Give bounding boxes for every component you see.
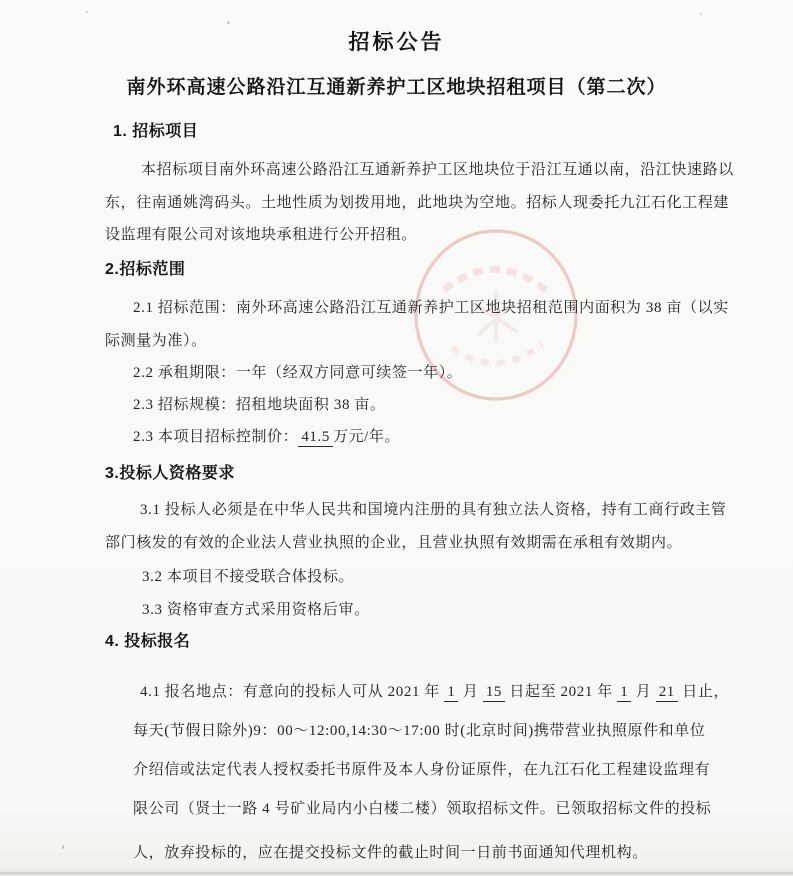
text-segment: 日起至 2021 年 — [509, 684, 613, 700]
text-line: 际测量为准）。 — [105, 333, 207, 349]
text-line: 东，往南通姚湾码头。土地性质为划拨用地，此地块为空地。招标人现委托九江石化工程建 — [105, 195, 730, 211]
text-line: 每天(节假日除外)9：00～12:00,14:30～17:00 时(北京时间)携带营业执照原件和单位 — [133, 723, 706, 739]
underlined-value: 21 — [656, 684, 678, 702]
text-line: 2.2 承租期限：一年（经双方同意可续签一年）。 — [133, 365, 463, 381]
underlined-value: 1 — [617, 684, 631, 702]
text-line: 人，放弃投标的，应在提交投标文件的截止时间一日前书面通知代理机构。 — [133, 845, 648, 861]
text-line: 限公司（贤士一路 4 号矿业局内小白楼二楼）领取招标文件。已领取招标文件的投标 — [133, 801, 712, 817]
scan-artifact — [227, 21, 230, 24]
text-segment: 万元/年。 — [332, 429, 401, 445]
text-line: 介绍信或法定代表人授权委托书原件及本人身份证原件，在九江石化工程建设监理有 — [133, 762, 711, 778]
document-title: 招标公告 — [348, 30, 445, 54]
text-line: 2.1 招标范围：南外环高速公路沿江互通新养护工区地块招租范围内面积为 38 亩（以实 — [133, 300, 729, 316]
text-segment: 日止， — [682, 684, 730, 700]
text-segment: 2.3 本项目招标控制价： — [133, 429, 299, 445]
text-line-control-price — [133, 425, 400, 446]
section-4-heading: 4. 投标报名 — [105, 633, 191, 650]
section-2-heading: 2.招标范围 — [105, 261, 186, 278]
text-line: 3.2 本项目不接受联合体投标。 — [142, 569, 355, 585]
text-line: 3.1 投标人必须是在中华人民共和国境内注册的具有独立法人资格，持有工商行政主管 — [140, 502, 727, 518]
section-1-heading: 1. 招标项目 — [113, 123, 199, 140]
text-line: 3.3 资格审查方式采用资格后审。 — [142, 602, 370, 618]
underlined-value: 41.5 — [298, 429, 333, 447]
section-3-heading: 3.投标人资格要求 — [105, 465, 235, 482]
text-segment: 月 — [462, 684, 479, 700]
text-line: 本招标项目南外环高速公路沿江互通新养护工区地块位于沿江互通以南，沿江快速路以 — [141, 162, 734, 178]
text-segment: 4.1 报名地点：有意向的投标人可从 2021 年 — [140, 684, 441, 700]
scan-artifact — [700, 13, 702, 15]
text-line: 2.3 招标规模：招租地块面积 38 亩。 — [133, 397, 386, 413]
text-line: 部门核发的有效的企业法人营业执照的企业，且营业执照有效期需在承租有效期内。 — [105, 535, 683, 551]
underlined-value: 15 — [483, 684, 505, 702]
document-subtitle: 南外环高速公路沿江互通新养护工区地块招租项目（第二次） — [126, 77, 667, 98]
underlined-value: 1 — [444, 684, 458, 702]
scan-artifact — [86, 11, 88, 13]
scan-artifact — [62, 845, 64, 849]
text-line: 设监理有限公司对该地块承租进行公开招租。 — [105, 227, 418, 243]
text-line-registration-dates — [140, 680, 729, 701]
text-segment: 月 — [635, 684, 652, 700]
